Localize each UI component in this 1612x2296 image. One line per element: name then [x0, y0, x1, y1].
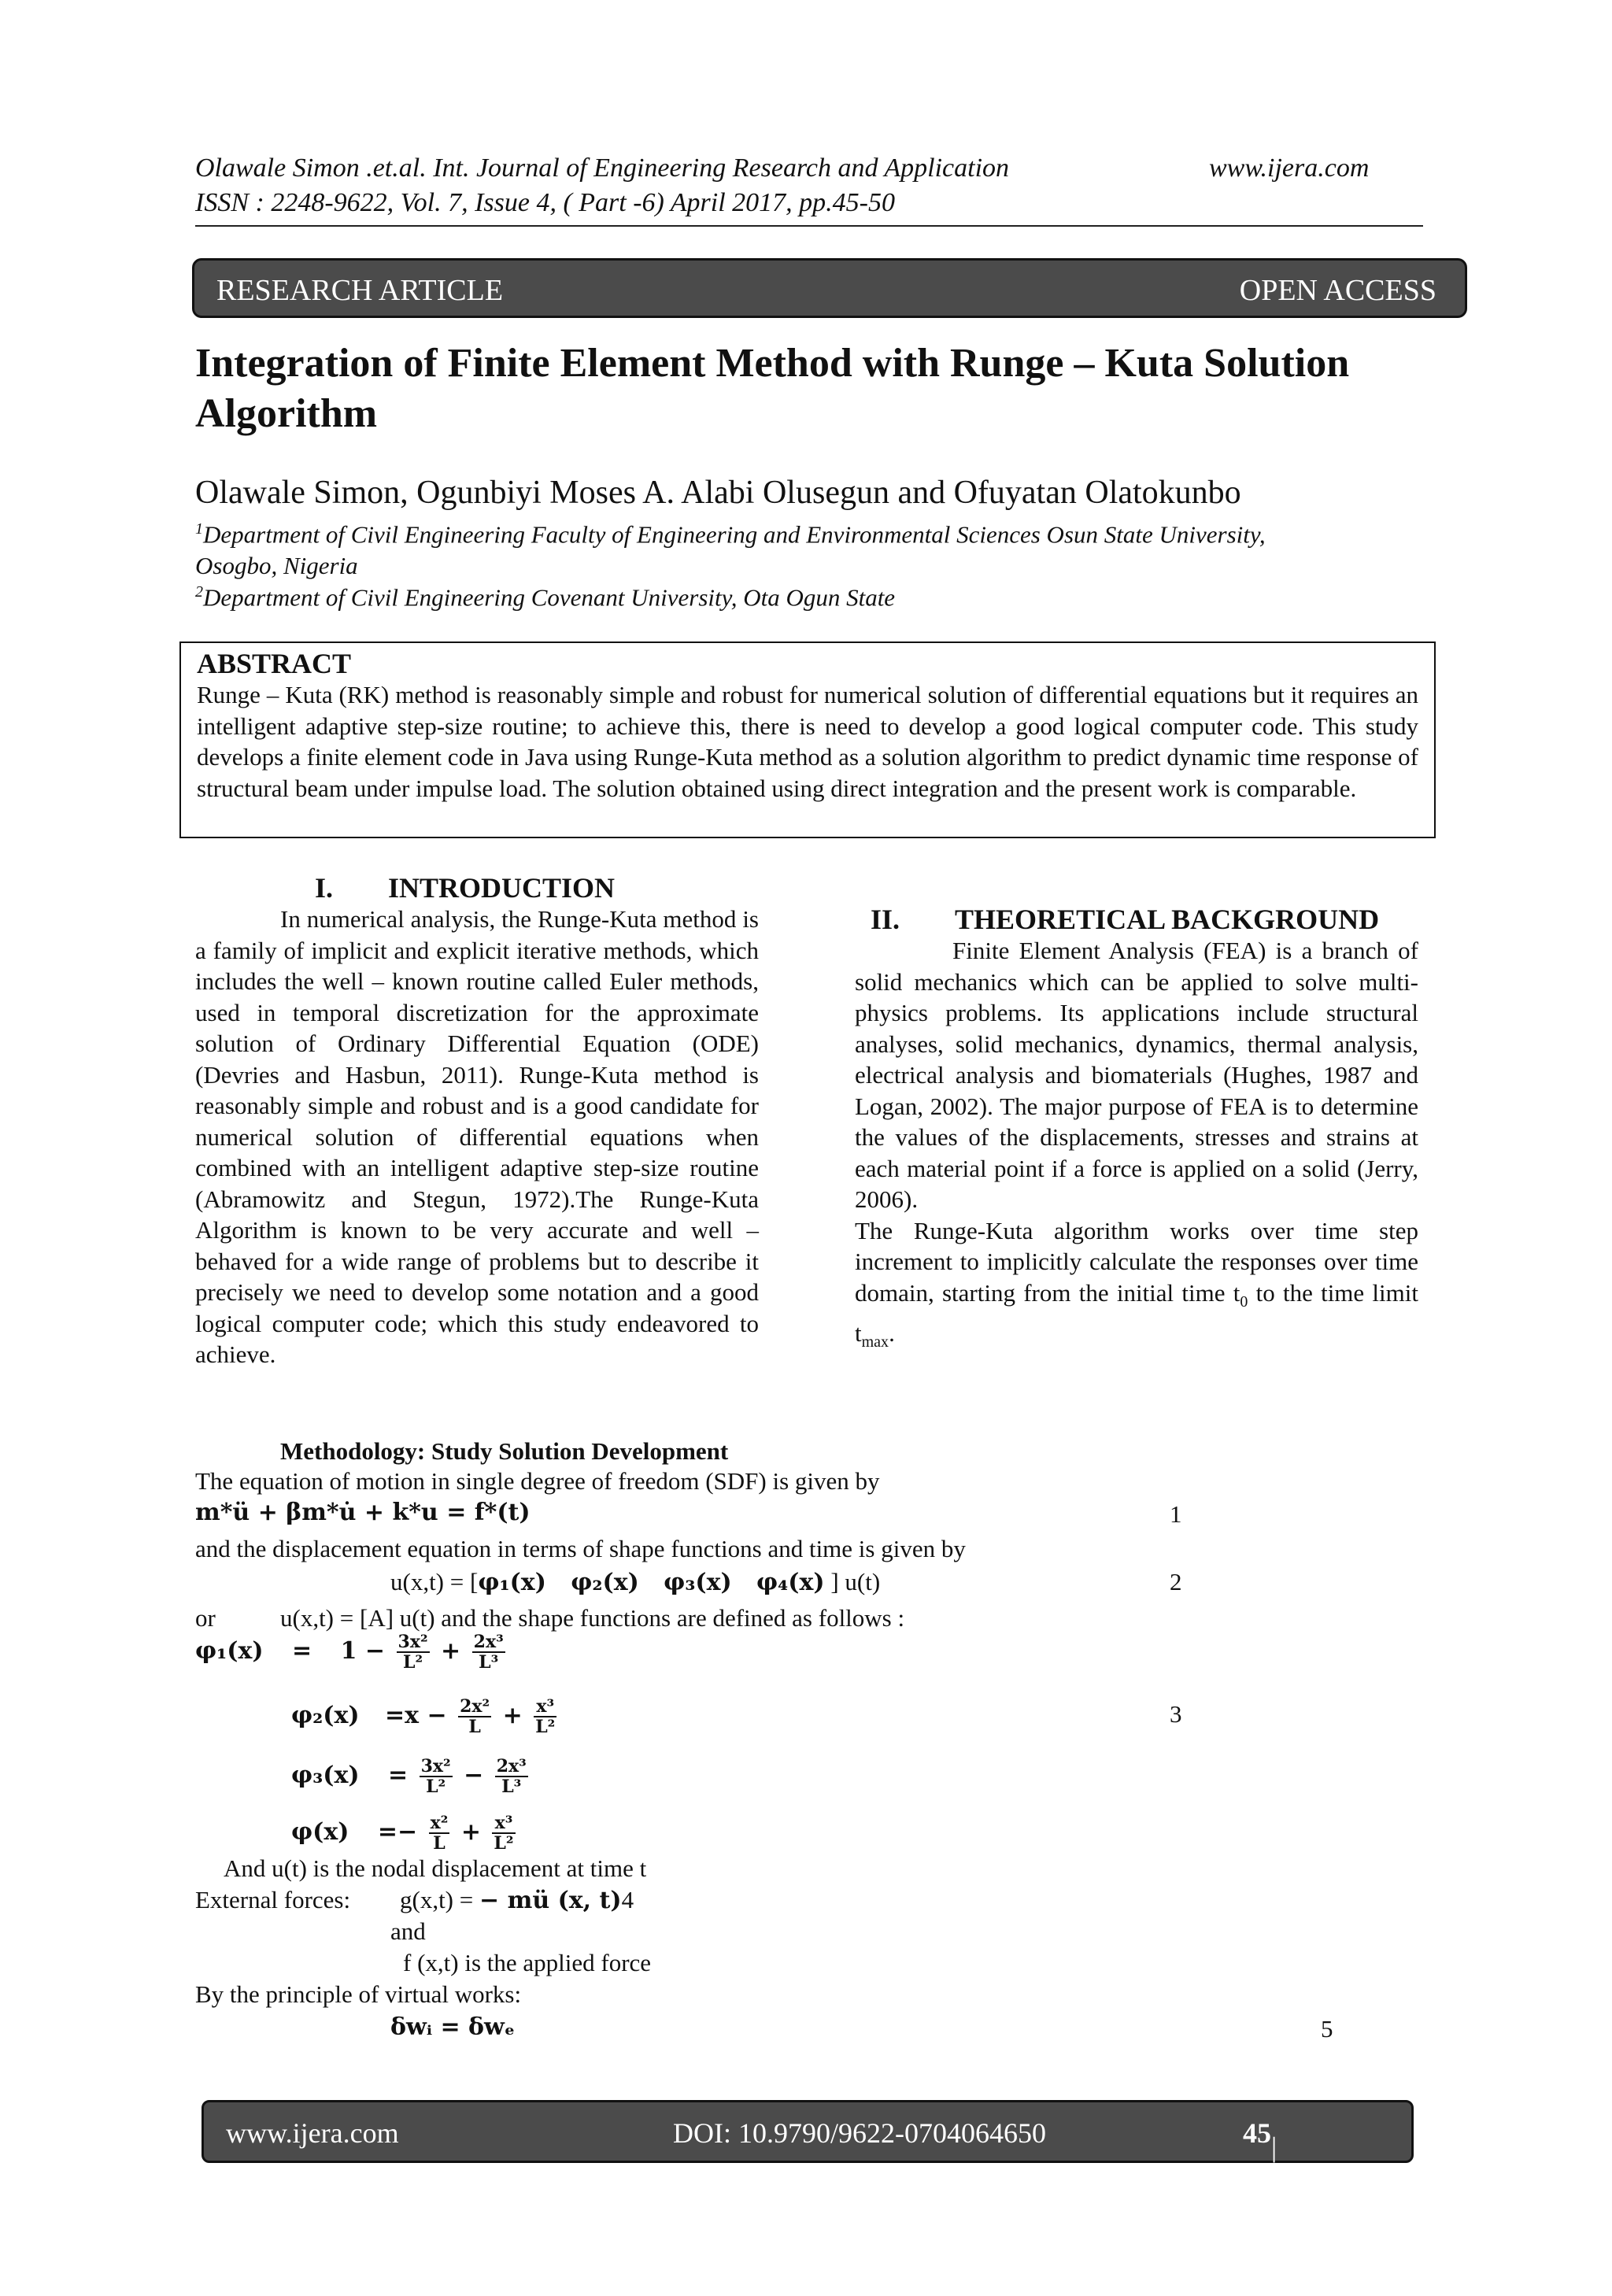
phi3-frac-1 — [420, 1757, 453, 1796]
methodology-line-1: The equation of motion in single degree of freedom (SDF) is given by — [195, 1467, 880, 1495]
phi2-rhs: =x − — [385, 1702, 447, 1729]
phi2-frac-1-num: 2x² — [460, 1696, 490, 1717]
authors: Olawale Simon, Ogunbiyi Moses A. Alabi Olusegun and Ofuyatan Olatokunbo — [195, 475, 1241, 511]
theory-column — [855, 904, 1418, 1359]
journal-line: Olawale Simon .et.al. Int. Journal of Engineering Research and Application — [195, 153, 1010, 183]
phi3-minus: − — [464, 1762, 484, 1789]
intro-column — [195, 872, 759, 1370]
shape-function-2 — [291, 1697, 560, 1736]
affiliation-1-sup: 1 — [195, 520, 203, 538]
equation-1: m*ü + βm*u̇ + k*u = f*(t) — [195, 1499, 531, 1526]
shape-function-4 — [291, 1814, 519, 1853]
banner-research-article: RESEARCH ARTICLE — [216, 274, 504, 307]
footer-website: www.ijera.com — [226, 2117, 399, 2149]
theory-paragraph-1: Finite Element Analysis (FEA) is a branch of solid mechanics which can be applied to solve multi-physics problems. Its applications include structural analyses, solid mechanics, dynamics, thermal analysis, electrical analysis and biomaterials (Hughes, 1987 and Logan, 2002). The major purpose of FEA is to determine the values of the displacements, stresses and strains at each material point if a force is applied on a solid (Jerry, 2006). — [855, 937, 1418, 1213]
title-line-1: Integration of Finite Element Method with Runge – Kuta Solution — [195, 341, 1350, 386]
footer-page — [1243, 2117, 1286, 2295]
equation-2-phis: φ₁(x) φ₂(x) φ₃(x) φ₄(x) — [478, 1569, 825, 1596]
abstract-box — [179, 641, 1436, 838]
affiliation-2-sup: 2 — [195, 583, 203, 601]
phi2-frac-1-den: L — [468, 1717, 481, 1737]
title-line-2: Algorithm — [195, 391, 378, 436]
phi1-frac-1 — [397, 1632, 430, 1672]
footer-doi: DOI: 10.9790/9622-0704064650 — [673, 2117, 1046, 2149]
phi4-frac-1-num: x² — [430, 1813, 449, 1833]
issn-line: ISSN : 2248-9622, Vol. 7, Issue 4, ( Part -6) April 2017, pp.45-50 — [195, 188, 895, 217]
methodology-heading: Methodology: Study Solution Development — [280, 1437, 729, 1465]
phi2-lhs: φ₂(x) — [291, 1702, 360, 1729]
intro-heading — [195, 872, 759, 904]
footer-page-label: | P a g e — [1271, 2131, 1286, 2295]
article-banner — [192, 258, 1467, 318]
phi1-frac-2 — [472, 1632, 505, 1672]
external-forces-label: External forces: — [195, 1886, 351, 1913]
shape-function-1 — [195, 1632, 508, 1672]
theory-heading — [855, 904, 1418, 935]
intro-heading-text: INTRODUCTION — [388, 872, 616, 904]
affiliation-2 — [195, 576, 1431, 613]
banner-open-access: OPEN ACCESS — [1239, 274, 1436, 307]
intro-text: In numerical analysis, the Runge-Kuta method is a family of implicit and explicit iterative methods, which includes the well – known routine called Euler methods, used in temporal discretization for the approximate solution of Ordinary Differential Equation (ODE) (Devries and Hasbun, 2011). Runge-Kuta method is reasonably simple and robust and is a good candidate for numerical solution of differential equations when combined with an intelligent adaptive step-size routine (Abramowitz and Stegun, 1972).The Runge-Kuta Algorithm is known to be very accurate and well – behaved for a wide range of problems but to describe it precisely we need to develop some notation and a good logical computer code; which this study endeavored to achieve. — [195, 905, 759, 1368]
theory-p2-sub0: 0 — [1240, 1292, 1248, 1311]
equation-3-number: 3 — [1170, 1700, 1182, 1728]
phi4-frac-1 — [429, 1814, 450, 1853]
equation-2-post: ] u(t) — [824, 1568, 881, 1595]
applied-force-line: f (x,t) is the applied force — [403, 1949, 652, 1976]
phi4-plus: + — [460, 1818, 481, 1846]
equation-2-number: 2 — [1170, 1568, 1182, 1595]
equation-5: δwᵢ = δwₑ — [390, 2013, 516, 2041]
article-title — [195, 338, 1455, 439]
equation-5-number: 5 — [1321, 2015, 1333, 2043]
header-rule — [195, 225, 1423, 227]
equation-4 — [400, 1884, 634, 1917]
phi3-lhs: φ₃(x) — [291, 1762, 360, 1789]
phi3-frac-2 — [495, 1757, 528, 1796]
equation-2 — [390, 1566, 880, 1599]
phi1-plus: + — [441, 1637, 461, 1665]
phi3-frac-2-den: L³ — [501, 1777, 522, 1797]
theory-p2-mid: to the time limit t — [855, 1278, 1418, 1348]
phi1-equals: = — [292, 1637, 312, 1665]
intro-heading-num: I. — [315, 872, 334, 904]
theory-heading-text: THEORETICAL BACKGROUND — [955, 904, 1380, 935]
affiliation-1-line-2: Osogbo, Nigeria — [195, 552, 358, 580]
equation-1-number: 1 — [1170, 1500, 1182, 1528]
methodology-line-4: And u(t) is the nodal displacement at time t — [224, 1854, 647, 1882]
phi3-frac-1-den: L² — [426, 1777, 446, 1797]
phi1-frac-2-num: 2x³ — [473, 1632, 504, 1652]
page-footer — [202, 2100, 1414, 2295]
equation-4-number: 4 — [621, 1886, 634, 1913]
phi2-frac-2-den: L² — [535, 1717, 556, 1737]
phi2-plus: + — [502, 1702, 523, 1729]
methodology-line-3: u(x,t) = [A] u(t) and the shape functions are defined as follows : — [280, 1604, 905, 1632]
header-website: www.ijera.com — [1209, 153, 1370, 183]
methodology-line-2: and the displacement equation in terms of shape functions and time is given by — [195, 1535, 966, 1562]
theory-heading-num: II. — [871, 904, 900, 935]
phi1-lhs: φ₁(x) — [195, 1637, 264, 1665]
footer-page-number: 45 — [1243, 2117, 1271, 2149]
theory-p2-end: . — [889, 1319, 895, 1348]
phi4-frac-2-num: x³ — [492, 1814, 515, 1834]
phi1-frac-1-num: 3x² — [397, 1632, 428, 1652]
phi2-frac-2 — [534, 1697, 556, 1736]
phi1-frac-1-den: L² — [403, 1652, 423, 1673]
affiliation-1-line-1: Department of Civil Engineering Faculty of Engineering and Environmental Sciences Osun State University, — [203, 520, 1266, 549]
equation-4-pre: g(x,t) = — [400, 1886, 474, 1913]
abstract-text: Runge – Kuta (RK) method is reasonably simple and robust for numerical solution of differential equations but it requires an intelligent adaptive step-size routine; to achieve this, there is need to develop a good logical computer code. This study develops a finite element code in Java using Runge-Kuta method as a solution algorithm to predict dynamic time response of structural beam under impulse load. The solution obtained using direct integration and the present work is comparable. — [197, 681, 1418, 802]
theory-paragraph-2 — [855, 1215, 1418, 1359]
affiliation-2-text: Department of Civil Engineering Covenant University, Ota Ogun State — [203, 583, 896, 612]
phi1-rhs: 1 − — [340, 1637, 386, 1665]
phi3-frac-2-num: 2x³ — [496, 1756, 527, 1777]
equation-4-math: − mü (x, t) — [479, 1887, 622, 1914]
phi4-frac-2 — [492, 1814, 515, 1853]
abstract-heading: ABSTRACT — [197, 648, 352, 679]
phi1-frac-2-den: L³ — [479, 1652, 499, 1673]
and-word: and — [390, 1917, 426, 1945]
phi4-frac-1-den: L — [433, 1833, 446, 1854]
affiliation-1 — [195, 513, 1431, 582]
phi2-frac-1 — [458, 1697, 491, 1736]
phi4-rhs: =− — [377, 1818, 418, 1846]
phi2-frac-2-num: x³ — [534, 1697, 556, 1717]
theory-p2-pre: The Runge-Kuta algorithm works over time step increment to implicitly calculate the responses over time domain, starting from the initial time t — [855, 1216, 1418, 1307]
methodology-line-5: By the principle of virtual works: — [195, 1980, 522, 2008]
or-label: or — [195, 1604, 216, 1632]
phi4-lhs: φ(x) — [291, 1818, 349, 1846]
phi3-rhs: = — [388, 1762, 409, 1789]
phi3-frac-1-num: 3x² — [420, 1756, 451, 1777]
shape-function-3 — [291, 1757, 531, 1796]
phi4-frac-2-den: L² — [494, 1833, 514, 1854]
theory-p2-submax: max — [861, 1333, 889, 1351]
equation-2-pre: u(x,t) = [ — [390, 1568, 479, 1595]
